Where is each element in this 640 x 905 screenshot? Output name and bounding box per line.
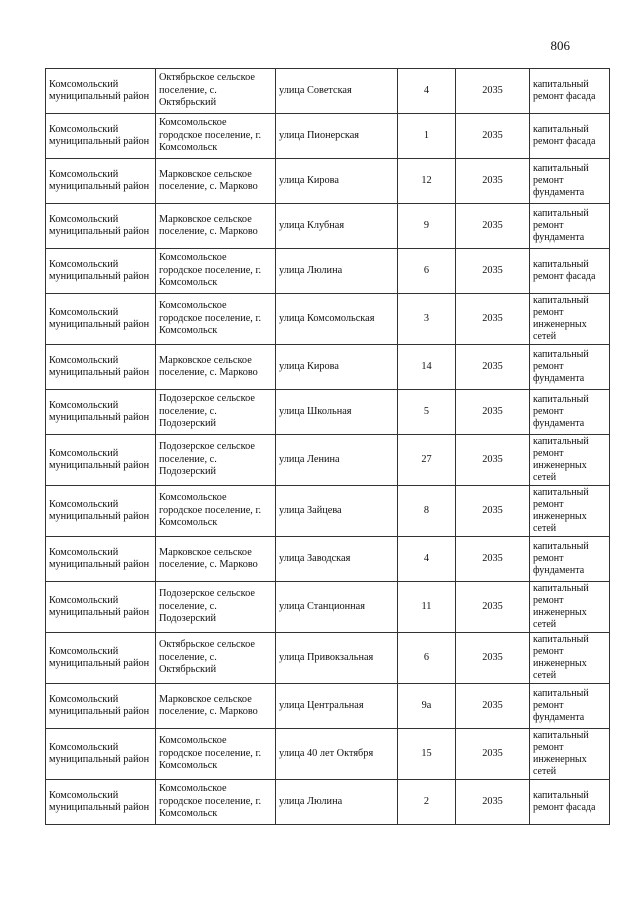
street-cell: улица Пионерская: [276, 114, 398, 159]
housing-register-table: [45, 68, 610, 825]
work-type-cell: капитальный ремонт инженерных сетей: [530, 294, 610, 345]
year-cell: 2035: [456, 159, 530, 204]
district-cell: Комсомольский муниципальный район: [46, 249, 156, 294]
work-type-cell: капитальный ремонт фасада: [530, 249, 610, 294]
district-cell: Комсомольский муниципальный район: [46, 780, 156, 825]
house-number-cell: 6: [398, 633, 456, 684]
district-cell: Комсомольский муниципальный район: [46, 159, 156, 204]
district-cell: Комсомольский муниципальный район: [46, 114, 156, 159]
settlement-cell: Подозерское сельское поселение, с. Подозерский: [156, 435, 276, 486]
house-number-cell: 15: [398, 729, 456, 780]
settlement-cell: Марковское сельское поселение, с. Марково: [156, 159, 276, 204]
year-cell: 2035: [456, 249, 530, 294]
table-row: [46, 114, 610, 159]
table-row: [46, 249, 610, 294]
table-row: [46, 345, 610, 390]
year-cell: 2035: [456, 69, 530, 114]
work-type-cell: капитальный ремонт фундамента: [530, 159, 610, 204]
settlement-cell: Комсомольское городское поселение, г. Комсомольск: [156, 114, 276, 159]
street-cell: улица Заводская: [276, 537, 398, 582]
work-type-cell: капитальный ремонт фундамента: [530, 204, 610, 249]
year-cell: 2035: [456, 294, 530, 345]
work-type-cell: капитальный ремонт фундамента: [530, 537, 610, 582]
settlement-cell: Подозерское сельское поселение, с. Подозерский: [156, 390, 276, 435]
work-type-cell: капитальный ремонт фасада: [530, 69, 610, 114]
settlement-cell: Марковское сельское поселение, с. Марково: [156, 537, 276, 582]
house-number-cell: 2: [398, 780, 456, 825]
year-cell: 2035: [456, 204, 530, 249]
street-cell: улица Люлина: [276, 249, 398, 294]
settlement-cell: Комсомольское городское поселение, г. Комсомольск: [156, 486, 276, 537]
table-row: [46, 69, 610, 114]
street-cell: улица Школьная: [276, 390, 398, 435]
street-cell: улица Советская: [276, 69, 398, 114]
street-cell: улица Привокзальная: [276, 633, 398, 684]
settlement-cell: Комсомольское городское поселение, г. Комсомольск: [156, 780, 276, 825]
work-type-cell: капитальный ремонт фасада: [530, 114, 610, 159]
district-cell: Комсомольский муниципальный район: [46, 684, 156, 729]
table-row: [46, 582, 610, 633]
table-row: [46, 486, 610, 537]
table-row: [46, 537, 610, 582]
year-cell: 2035: [456, 537, 530, 582]
district-cell: Комсомольский муниципальный район: [46, 537, 156, 582]
settlement-cell: Комсомольское городское поселение, г. Комсомольск: [156, 249, 276, 294]
street-cell: улица Люлина: [276, 780, 398, 825]
street-cell: улица 40 лет Октября: [276, 729, 398, 780]
district-cell: Комсомольский муниципальный район: [46, 729, 156, 780]
settlement-cell: Комсомольское городское поселение, г. Комсомольск: [156, 294, 276, 345]
table-row: [46, 780, 610, 825]
work-type-cell: капитальный ремонт фундамента: [530, 345, 610, 390]
house-number-cell: 27: [398, 435, 456, 486]
year-cell: 2035: [456, 345, 530, 390]
settlement-cell: Марковское сельское поселение, с. Марково: [156, 345, 276, 390]
work-type-cell: капитальный ремонт фасада: [530, 780, 610, 825]
house-number-cell: 4: [398, 69, 456, 114]
district-cell: Комсомольский муниципальный район: [46, 345, 156, 390]
settlement-cell: Октябрьское сельское поселение, с. Октябрьский: [156, 69, 276, 114]
table-row: [46, 729, 610, 780]
settlement-cell: Комсомольское городское поселение, г. Комсомольск: [156, 729, 276, 780]
year-cell: 2035: [456, 435, 530, 486]
street-cell: улица Зайцева: [276, 486, 398, 537]
year-cell: 2035: [456, 582, 530, 633]
house-number-cell: 3: [398, 294, 456, 345]
settlement-cell: Октябрьское сельское поселение, с. Октябрьский: [156, 633, 276, 684]
table-row: [46, 435, 610, 486]
street-cell: улица Кирова: [276, 345, 398, 390]
street-cell: улица Кирова: [276, 159, 398, 204]
house-number-cell: 1: [398, 114, 456, 159]
district-cell: Комсомольский муниципальный район: [46, 69, 156, 114]
street-cell: улица Клубная: [276, 204, 398, 249]
settlement-cell: Марковское сельское поселение, с. Марково: [156, 684, 276, 729]
work-type-cell: капитальный ремонт инженерных сетей: [530, 729, 610, 780]
page-number: 806: [550, 38, 570, 53]
table-row: [46, 390, 610, 435]
work-type-cell: капитальный ремонт фундамента: [530, 684, 610, 729]
house-number-cell: 9: [398, 204, 456, 249]
house-number-cell: 4: [398, 537, 456, 582]
year-cell: 2035: [456, 684, 530, 729]
year-cell: 2035: [456, 114, 530, 159]
house-number-cell: 5: [398, 390, 456, 435]
house-number-cell: 8: [398, 486, 456, 537]
district-cell: Комсомольский муниципальный район: [46, 390, 156, 435]
work-type-cell: капитальный ремонт инженерных сетей: [530, 633, 610, 684]
house-number-cell: 6: [398, 249, 456, 294]
year-cell: 2035: [456, 780, 530, 825]
table-row: [46, 684, 610, 729]
table-row: [46, 159, 610, 204]
district-cell: Комсомольский муниципальный район: [46, 204, 156, 249]
district-cell: Комсомольский муниципальный район: [46, 582, 156, 633]
street-cell: улица Станционная: [276, 582, 398, 633]
house-number-cell: 11: [398, 582, 456, 633]
street-cell: улица Центральная: [276, 684, 398, 729]
table-row: [46, 294, 610, 345]
table-row: [46, 633, 610, 684]
district-cell: Комсомольский муниципальный район: [46, 633, 156, 684]
year-cell: 2035: [456, 486, 530, 537]
year-cell: 2035: [456, 633, 530, 684]
district-cell: Комсомольский муниципальный район: [46, 486, 156, 537]
district-cell: Комсомольский муниципальный район: [46, 435, 156, 486]
year-cell: 2035: [456, 729, 530, 780]
street-cell: улица Ленина: [276, 435, 398, 486]
work-type-cell: капитальный ремонт инженерных сетей: [530, 582, 610, 633]
year-cell: 2035: [456, 390, 530, 435]
settlement-cell: Подозерское сельское поселение, с. Подозерский: [156, 582, 276, 633]
district-cell: Комсомольский муниципальный район: [46, 294, 156, 345]
street-cell: улица Комсомольская: [276, 294, 398, 345]
table-body: [46, 69, 610, 825]
house-number-cell: 14: [398, 345, 456, 390]
table-row: [46, 204, 610, 249]
house-number-cell: 9а: [398, 684, 456, 729]
work-type-cell: капитальный ремонт фундамента: [530, 390, 610, 435]
work-type-cell: капитальный ремонт инженерных сетей: [530, 435, 610, 486]
house-number-cell: 12: [398, 159, 456, 204]
settlement-cell: Марковское сельское поселение, с. Марково: [156, 204, 276, 249]
work-type-cell: капитальный ремонт инженерных сетей: [530, 486, 610, 537]
